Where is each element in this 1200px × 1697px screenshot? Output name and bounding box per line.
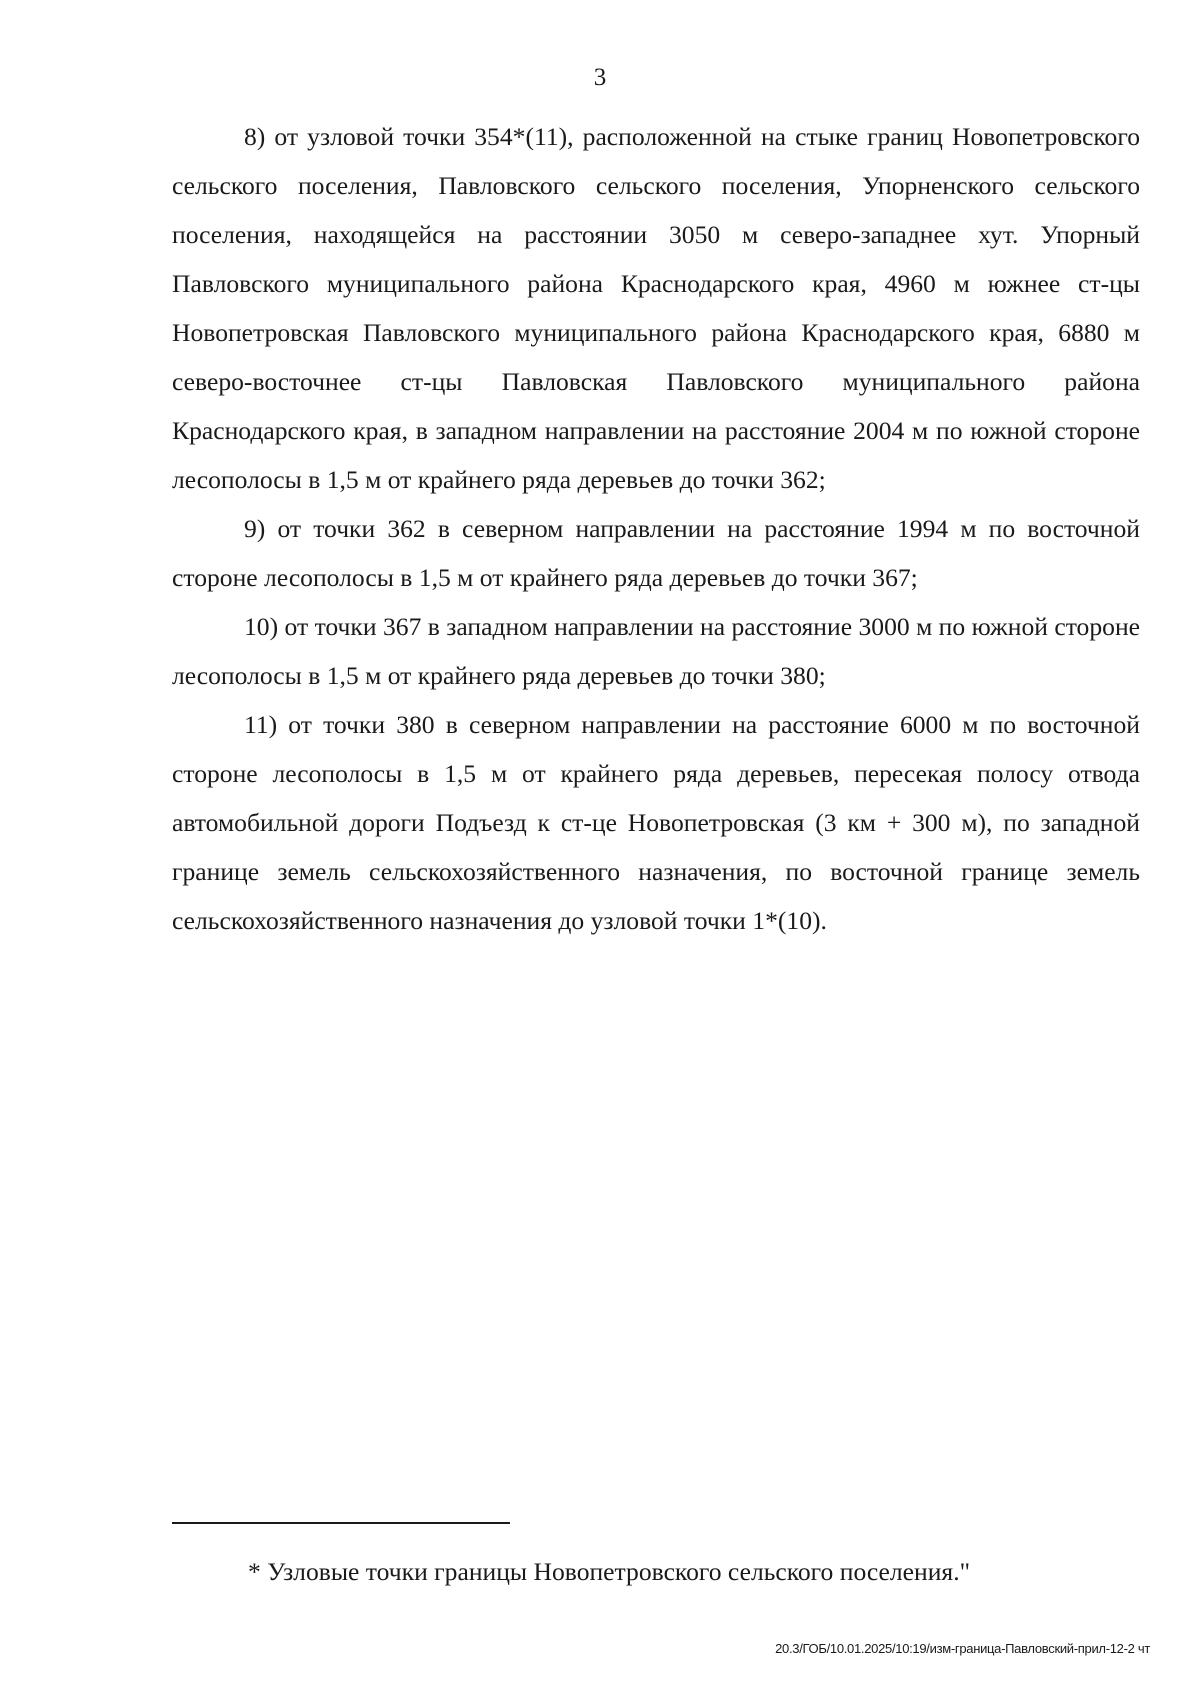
footnote-text: * Узловые точки границы Новопетровского сельского поселения." [248,1557,971,1586]
paragraph-item-11: 11) от точки 380 в северном направлении на расстояние 6000 м по восточной стороне лесополосы в 1,5 м от крайнего ряда деревьев, пересекая полосу отвода автомобильной дороги Подъезд к ст-це Новопетровская (3 км + 300 м), по западной границе земель сельскохозяйственного назначения, по восточной границе земель сельскохозяйственного назначения до узловой точки 1*(10). [172,710,1140,935]
footnote-divider [172,1522,510,1524]
document-body [172,112,1140,945]
page-number: 3 [593,64,607,91]
document-stamp: 20.3/ГОБ/10.01.2025/10:19/изм-граница-Павловский-прил-12-2 чт [775,1641,1150,1656]
paragraph-item-10: 10) от точки 367 в западном направлении на расстояние 3000 м по южной стороне лесополосы в 1,5 м от крайнего ряда деревьев до точки 380; [172,612,1140,690]
paragraph-item-8: 8) от узловой точки 354*(11), расположенной на стыке границ Новопетровского сельского поселения, Павловского сельского поселения, Упорненского сельского поселения, находящейся на расстоянии 3050 м северо-западнее хут. Упорный Павловского муниципального района Краснодарского края, 4960 м южнее ст-цы Новопетровская Павловского муниципального района Краснодарского края, 6880 м северо-восточнее ст-цы Павловская Павловского муниципального района Краснодарского края, в западном направлении на расстояние 2004 м по южной стороне лесополосы в 1,5 м от крайнего ряда деревьев до точки 362; [172,122,1140,494]
paragraph-item-9: 9) от точки 362 в северном направлении на расстояние 1994 м по восточной стороне лесополосы в 1,5 м от крайнего ряда деревьев до точки 367; [172,514,1140,592]
